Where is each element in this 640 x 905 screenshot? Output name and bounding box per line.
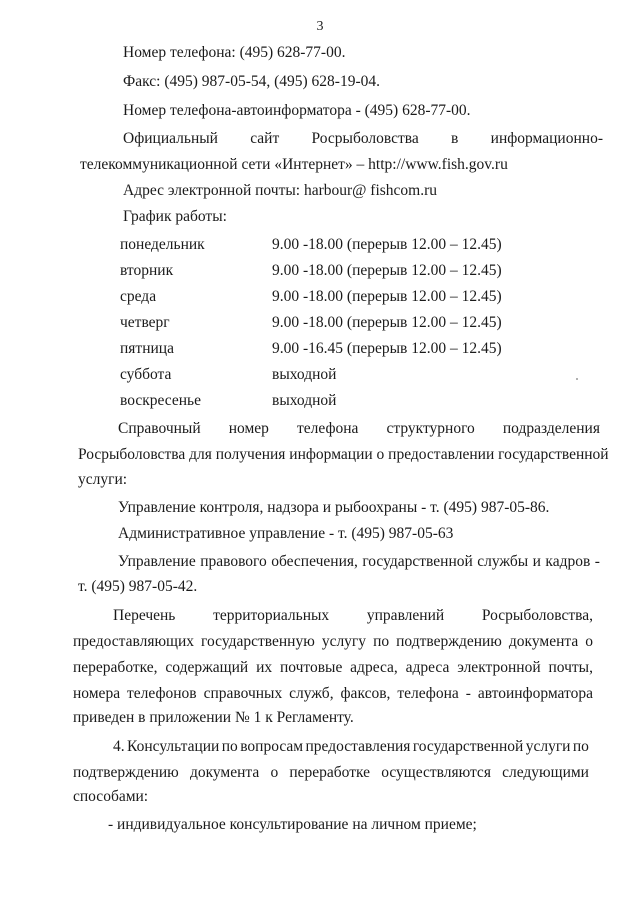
schedule-day: среда	[120, 288, 157, 305]
word: сайт	[250, 130, 280, 147]
word: управлений	[366, 607, 445, 624]
schedule-heading: График работы:	[123, 208, 227, 225]
word: в	[451, 130, 459, 147]
reference-line-1	[118, 416, 600, 441]
word: факсов,	[340, 685, 391, 702]
word: документа	[189, 764, 260, 781]
word: Консультации	[127, 738, 220, 755]
word: 4.	[113, 738, 125, 755]
schedule-time: 9.00 -18.00 (перерыв 12.00 – 12.45)	[272, 262, 502, 279]
word: телефона	[397, 685, 459, 702]
word: переработке,	[73, 659, 158, 676]
word: правового	[200, 553, 267, 570]
word: справочных	[203, 685, 283, 702]
site-line-2: телекоммуникационной сети «Интернет» – http://www.fish.gov.ru	[80, 156, 508, 173]
schedule-time: 9.00 -18.00 (перерыв 12.00 – 12.45)	[272, 288, 502, 305]
schedule-time: 9.00 -18.00 (перерыв 12.00 – 12.45)	[272, 236, 502, 253]
reference-line-2: Росрыболовства для получения информации о предоставлении государственной	[78, 446, 609, 463]
word: адреса	[405, 659, 450, 676]
word: почтовые	[279, 659, 343, 676]
consult-line-2	[73, 760, 589, 785]
word: -	[465, 685, 471, 702]
word: структурного	[386, 420, 475, 437]
dept-admin: Административное управление - т. (495) 987-05-63	[118, 525, 454, 542]
dept-legal-line-2: т. (495) 987-05-42.	[78, 578, 198, 595]
list-para-line-5: приведен в приложении № 1 к Регламенту.	[73, 709, 354, 726]
word: Управление	[118, 553, 196, 570]
consult-line-1	[113, 734, 589, 759]
consult-line-3: способами:	[73, 788, 149, 805]
word: государственную	[201, 633, 315, 650]
schedule-time: 9.00 -16.45 (перерыв 12.00 – 12.45)	[272, 340, 502, 357]
schedule-day: пятница	[120, 340, 174, 357]
word: переработке	[289, 764, 371, 781]
scan-speck	[576, 378, 578, 380]
word: содержащий	[165, 659, 249, 676]
schedule-time: 9.00 -18.00 (перерыв 12.00 – 12.45)	[272, 314, 502, 331]
site-line-1	[123, 126, 603, 151]
dept-control: Управление контроля, надзора и рыбоохраны - т. (495) 987-05-86.	[118, 499, 550, 516]
word: по	[572, 738, 589, 755]
word: и	[532, 553, 541, 570]
word: следующими	[502, 764, 589, 781]
word: осуществляются	[381, 764, 491, 781]
schedule-day: суббота	[120, 366, 172, 383]
list-para-line-3	[73, 655, 593, 680]
word: о	[270, 764, 279, 781]
word: почты,	[548, 659, 593, 676]
bullet-item: - индивидуальное консультирование на личном приеме;	[108, 816, 477, 833]
list-para-line-2	[73, 629, 593, 654]
word: подтверждению	[73, 764, 179, 781]
word: Официальный	[123, 130, 218, 147]
word: услуги	[525, 738, 571, 755]
word: Справочный	[118, 420, 201, 437]
list-para-line-1	[113, 603, 593, 628]
word: о	[585, 633, 593, 650]
schedule-day: вторник	[120, 262, 174, 279]
word: Росрыболовства,	[481, 607, 593, 624]
list-para-line-4	[73, 681, 593, 706]
page-number: 3	[316, 19, 324, 34]
schedule-day: понедельник	[120, 236, 205, 253]
word: телефона	[296, 420, 359, 437]
word: предоставляющих	[73, 633, 195, 650]
word: информационно-	[490, 130, 603, 147]
word: предоставления	[305, 738, 411, 755]
word: вопросам	[240, 738, 304, 755]
word: государственной	[412, 738, 524, 755]
reference-line-3: услуги:	[78, 471, 128, 488]
word: территориальных	[213, 607, 330, 624]
word: адреса,	[350, 659, 398, 676]
schedule-time: выходной	[272, 366, 337, 383]
word: -	[594, 553, 600, 570]
word: телефонов	[127, 685, 197, 702]
schedule-day: четверг	[120, 314, 170, 331]
contact-email: Адрес электронной почты: harbour@ fishcom.ru	[123, 182, 438, 199]
word: Перечень	[113, 607, 176, 624]
contact-phone: Номер телефона: (495) 628-77-00.	[123, 44, 346, 61]
word: автоинформатора	[477, 685, 593, 702]
word: услугу	[321, 633, 367, 650]
word: по	[221, 738, 238, 755]
schedule-time: выходной	[272, 392, 337, 409]
word: Росрыболовства	[311, 130, 419, 147]
word: документа	[508, 633, 579, 650]
contact-fax: Факс: (495) 987-05-54, (495) 628-19-04.	[123, 73, 380, 90]
word: обеспечения,	[271, 553, 358, 570]
word: кадров	[545, 553, 591, 570]
word: их	[256, 659, 273, 676]
word: службы	[477, 553, 529, 570]
dept-legal-line-1	[118, 549, 600, 574]
word: электронной	[457, 659, 541, 676]
schedule-day: воскресенье	[120, 392, 201, 409]
word: государственной	[362, 553, 473, 570]
contact-autoinformer: Номер телефона-автоинформатора - (495) 628-77-00.	[123, 102, 471, 119]
word: номер	[228, 420, 269, 437]
word: служб,	[289, 685, 334, 702]
word: по	[373, 633, 390, 650]
word: номера	[73, 685, 121, 702]
word: подразделения	[502, 420, 600, 437]
word: подтверждению	[396, 633, 502, 650]
